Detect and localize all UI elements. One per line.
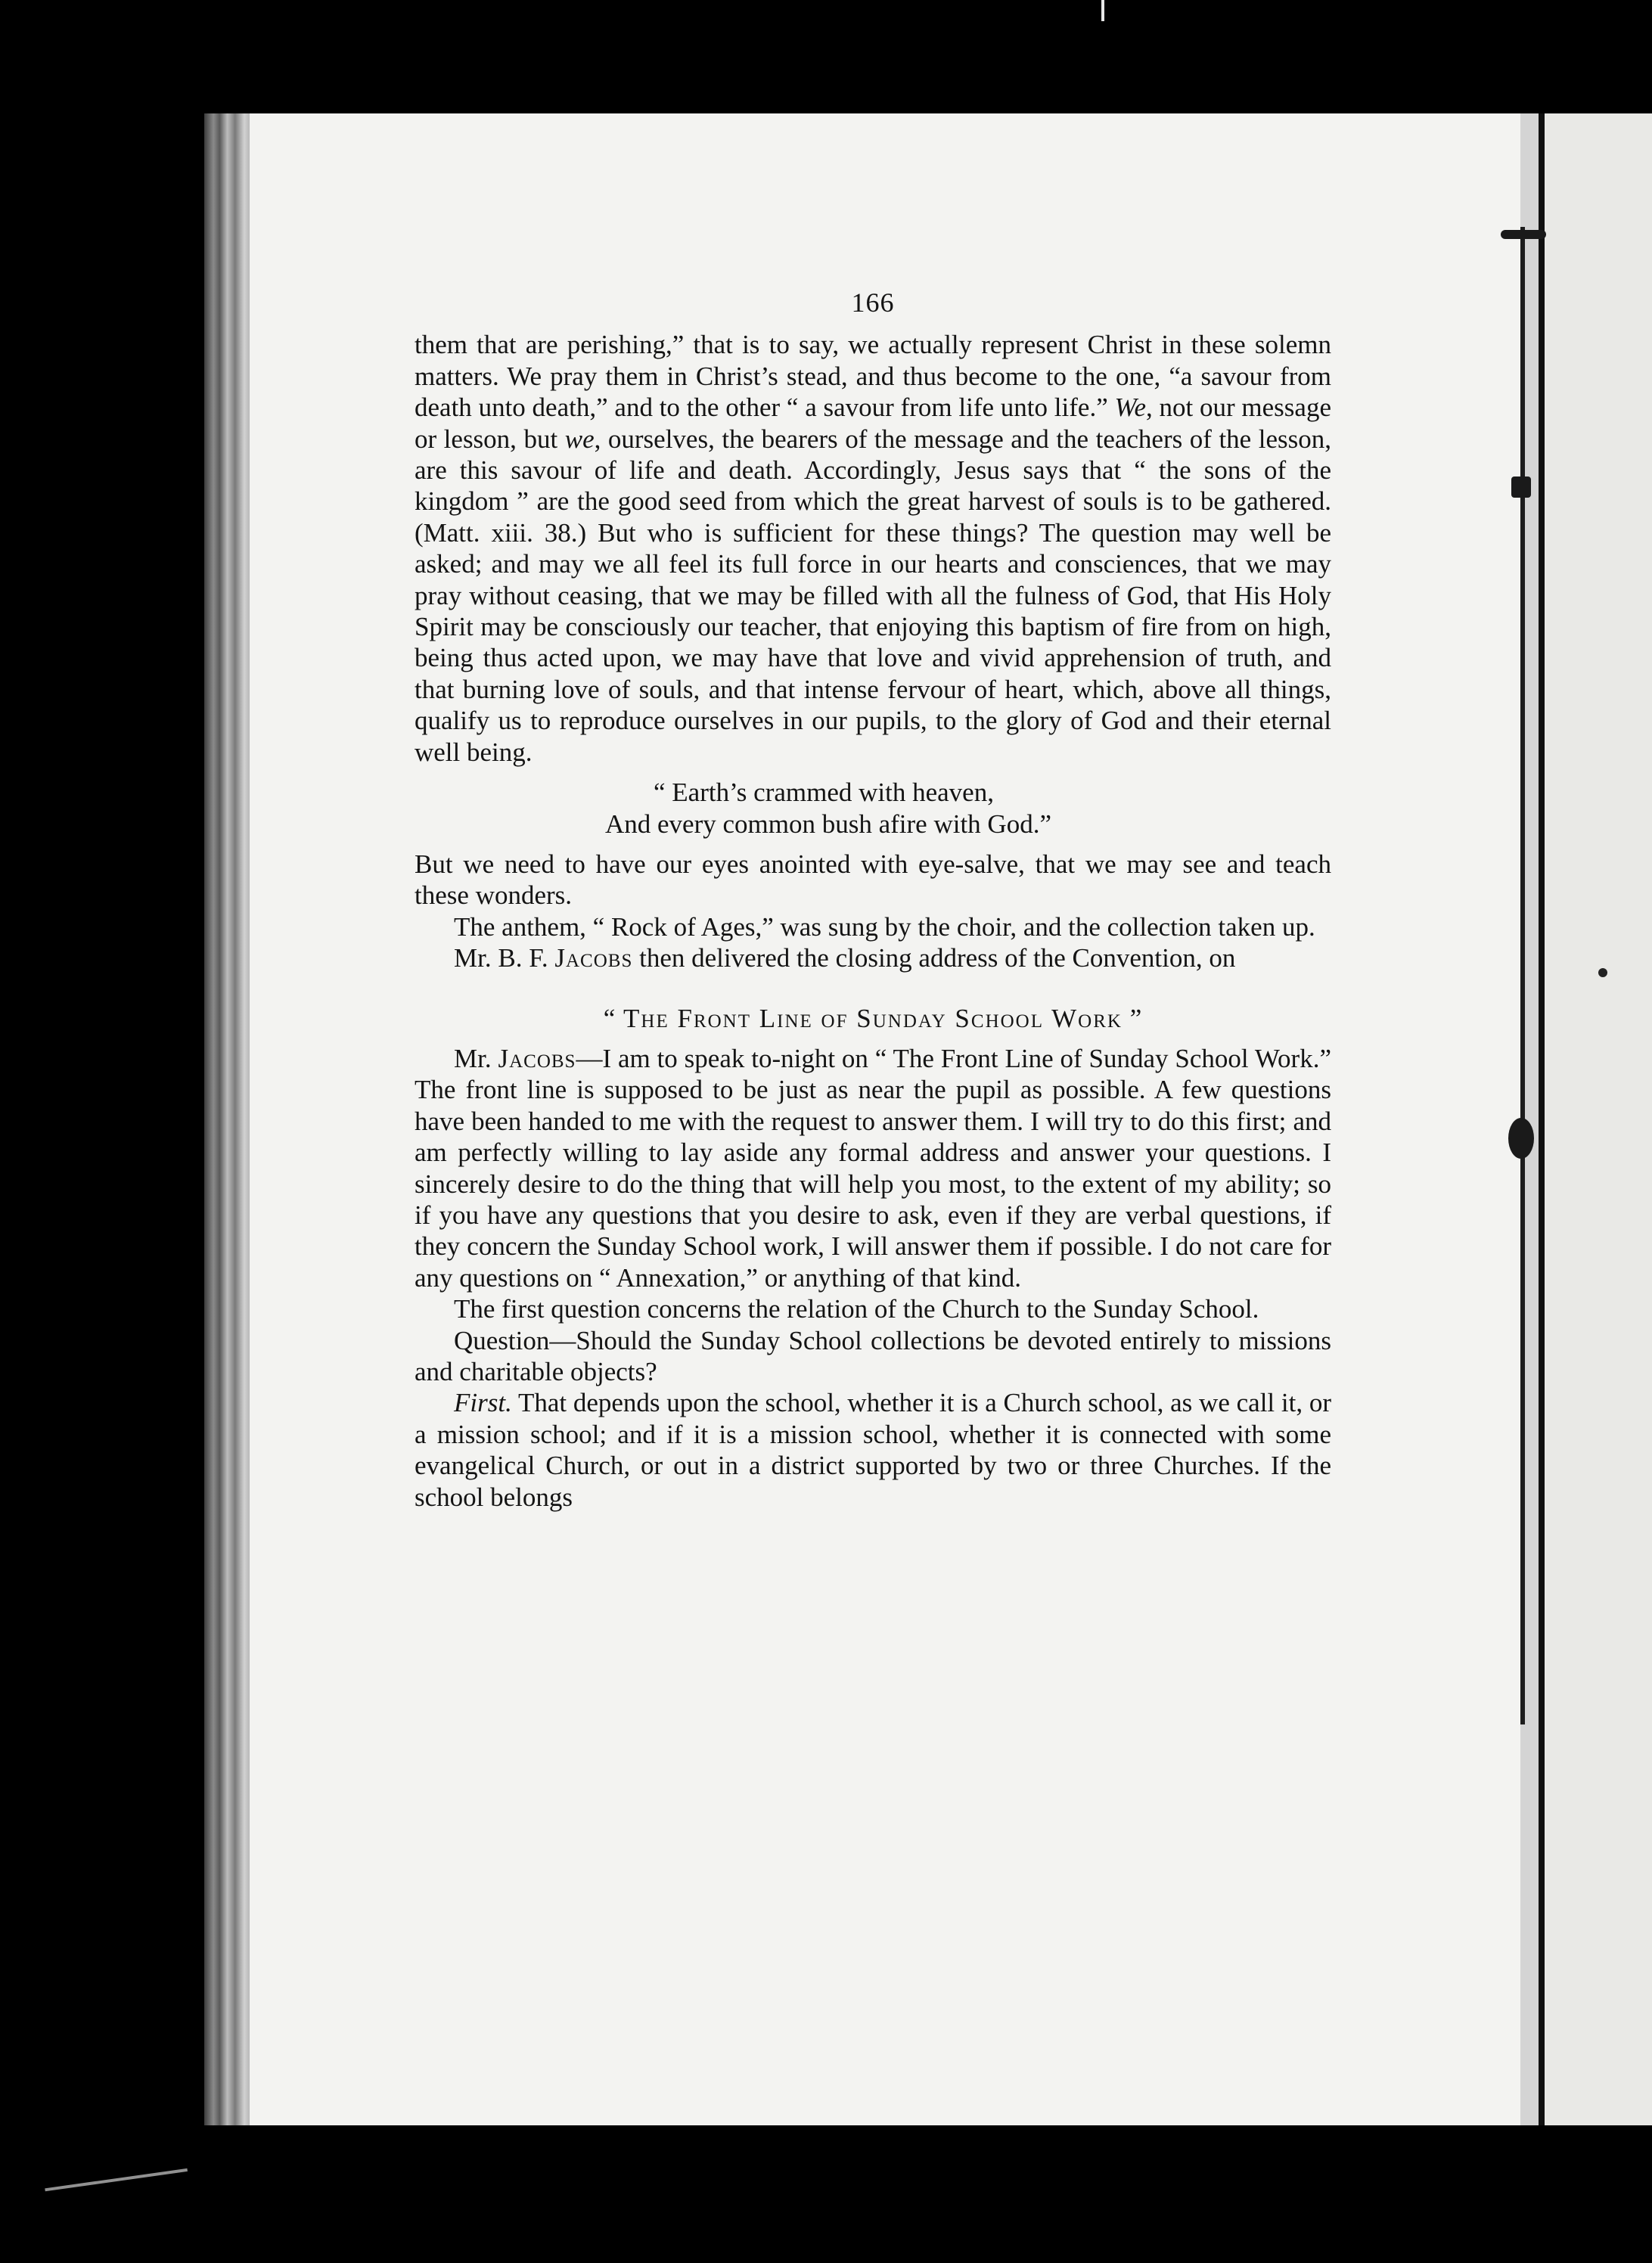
thread-knot — [1508, 1118, 1534, 1159]
verse-line: And every common bush afire with God.” — [605, 809, 1051, 839]
paragraph: The anthem, “ Rock of Ages,” was sung by the choir, and the collection taken up. — [454, 911, 1315, 942]
quoted-verse — [415, 777, 1331, 840]
page-text-block — [415, 204, 1331, 1513]
paragraph — [415, 1387, 1331, 1513]
speaker-name: Jacobs — [498, 1043, 576, 1073]
paragraph-text: Mr. B. F. — [454, 943, 555, 973]
emphasis: First. — [454, 1388, 512, 1418]
quote-mark: “ — [603, 1003, 624, 1033]
paragraph — [415, 329, 1331, 768]
page-number: 166 — [851, 287, 895, 318]
paragraph-text: them that are perishing,” that is to say, we actually represent Christ in these solemn matters. We pray them in Christ’s stead, and thus become to the one, “a savour from death unto death,” and to the other “ a savour from life unto life.” — [415, 330, 1331, 423]
facing-page-strip — [1545, 113, 1652, 2125]
section-title — [415, 1003, 1331, 1034]
paragraph — [415, 942, 1331, 973]
emphasis: We — [1114, 393, 1146, 423]
verse-line: “ Earth’s crammed with heaven, — [654, 778, 994, 808]
thread-knot — [1501, 230, 1546, 239]
paragraph-text: —I am to speak to-night on “ The Front Line of Sunday School Work.” The front line is supposed to be just as near the pupil as possible. A few questions have been handed to me with the request to answer them. I will try to do this first; and am perfectly willing to lay aside any formal address and answer your questions. I sincerely desire to do the thing that will help you most, to the extent of my ability; so if you have any questions that you desire to ask, even if they are verbal questions, if they concern the Sunday School work, I will answer them if possible. I do not care for any questions on “ Annexation,” or anything of that kind. — [415, 1043, 1331, 1293]
paragraph: Question—Should the Sunday School collections be devoted entirely to missions and charitable objects? — [415, 1325, 1331, 1386]
paragraph-text: Mr. — [454, 1043, 498, 1073]
paragraph: But we need to have our eyes anointed with eye-salve, that we may see and teach these wonders. — [415, 849, 1331, 911]
paragraph-text: That depends upon the school, whether it is a Church school, as we call it, or a mission school; and if it is a mission school, whether it is connected with some evangelical Church, or out in a district supported by two or three Churches. If the school belongs — [415, 1388, 1331, 1512]
paragraph-text: then delivered the closing address of the Convention, on — [632, 943, 1236, 973]
book-page-edges — [204, 113, 256, 2125]
paragraph-text: , not our message or lesson, but — [415, 393, 1331, 454]
paragraph — [415, 1043, 1331, 1293]
scan-scratch — [45, 2168, 189, 2206]
paragraph-text: , ourselves, the bearers of the message and the teachers of the lesson, are this savour of life and death. Accordingly, Jesus says that “ the sons of the kingdom ” are the good seed from which the great harvest of souls is to be gathered. (Matt. xiii. 38.) But who is sufficient for these things? The question may well be asked; and may we all feel its full force in our hearts and consciences, that we may pray without ceasing, that we may be filled with all the fulness of God, that His Holy Spirit may be consciously our teacher, that enjoying this baptism of fire from on high, being thus acted upon, we may have that love and vivid apprehension of truth, and that burning love of souls, and that intense fervour of heart, which, above all things, qualify us to reproduce ourselves in our pupils, to the glory of God and their eternal well being. — [415, 424, 1331, 767]
binding-thread — [1520, 227, 1525, 1724]
scan-mark — [1101, 0, 1104, 21]
book-gutter — [1539, 113, 1545, 2125]
section-title-text: The Front Line of Sunday School Work — [623, 1003, 1123, 1033]
scan-speck — [1598, 968, 1607, 977]
emphasis: we — [564, 424, 595, 454]
thread-knot — [1511, 477, 1531, 498]
quote-mark: ” — [1122, 1003, 1143, 1033]
speaker-name: Jacobs — [554, 943, 633, 973]
paragraph: The first question concerns the relation of the Church to the Sunday School. — [454, 1294, 1259, 1324]
